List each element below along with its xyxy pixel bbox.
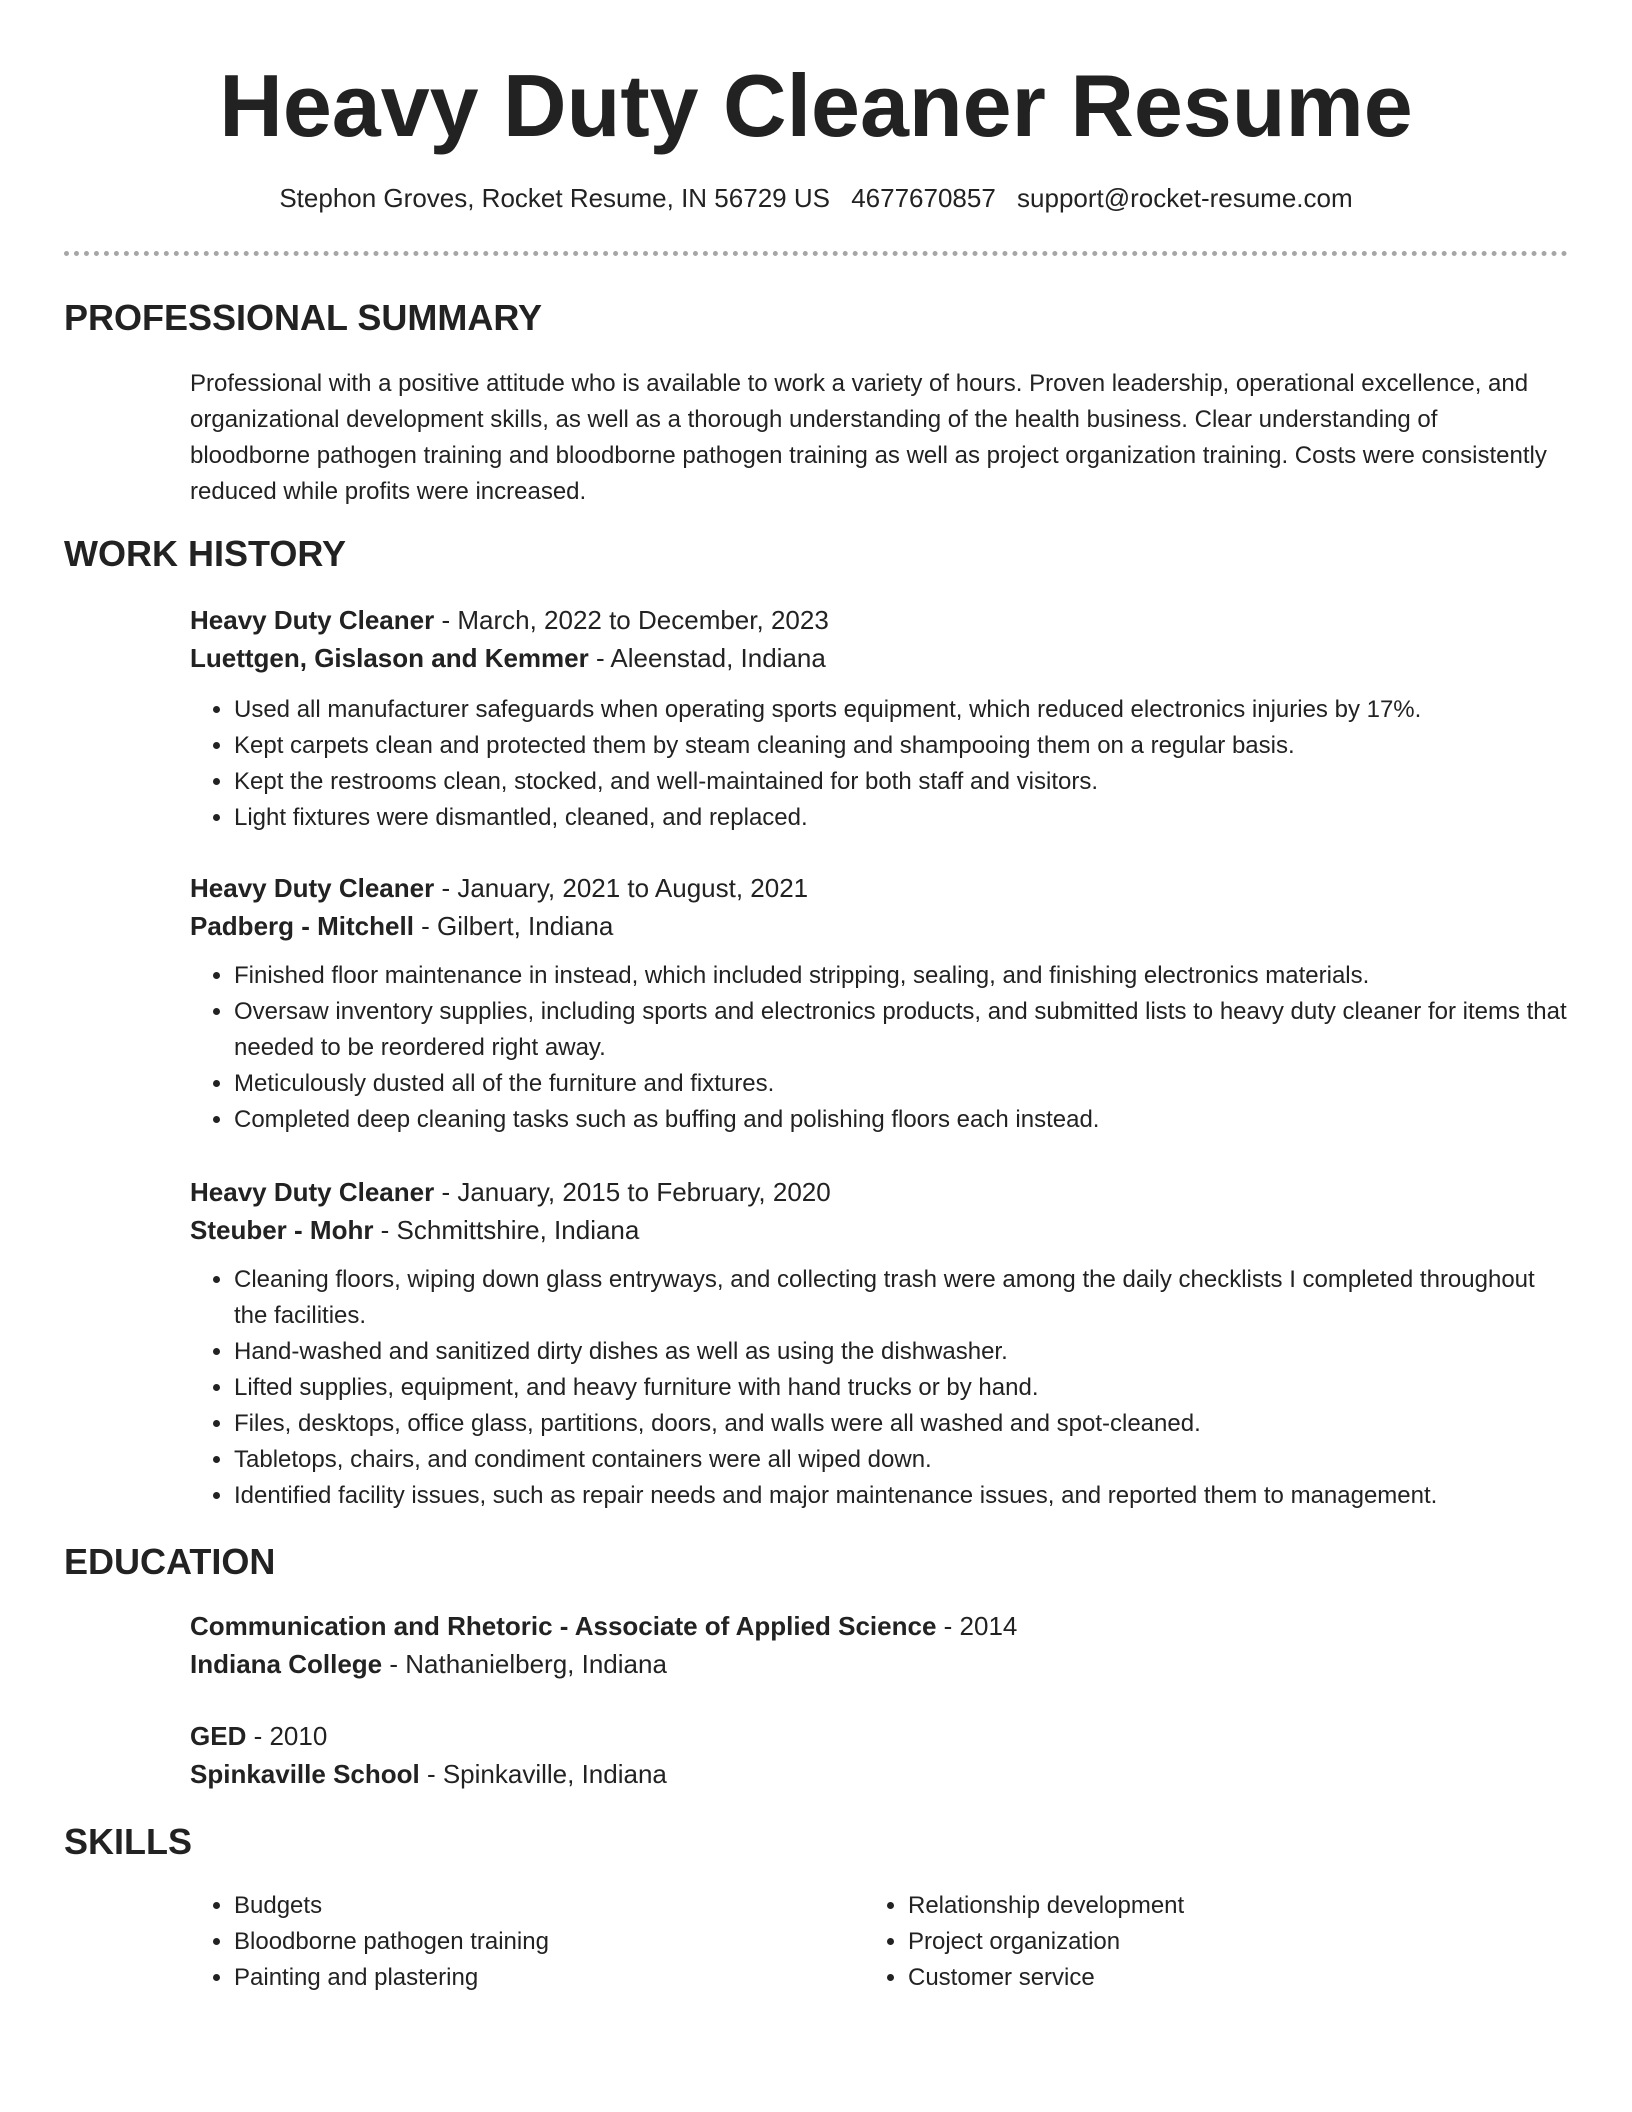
header-divider [64,251,1568,256]
skills-heading: SKILLS [64,1821,193,1862]
job-title: Heavy Duty Cleaner [190,605,435,635]
job-company: Steuber - Mohr [190,1215,374,1245]
list-item: • Finished floor maintenance in instead, which included stripping, sealing, and finishing electronics materials. [234,958,1574,994]
skill-item: • Budgets [234,1888,854,1924]
education-school: Indiana College [190,1649,383,1679]
skill-item: • Project organization [908,1924,1528,1960]
job-dates: - January, 2021 to August, 2021 [434,873,809,903]
resume-title: Heavy Duty Cleaner Resume [219,56,1413,155]
skill-item: • Painting and plastering [234,1960,854,1996]
list-item: • Oversaw inventory supplies, including sports and electronics products, and submitted lists to heavy duty cleaner for items that needed to be reordered right away. [234,994,1574,1066]
education-school-line [190,1646,667,1682]
job-dates: - January, 2015 to February, 2020 [434,1177,831,1207]
list-item: • Tabletops, chairs, and condiment containers were all wiped down. [234,1442,1574,1478]
job-title-line [190,602,829,638]
job-bullets [190,958,1574,1138]
education-school-line [190,1756,667,1792]
education-heading: EDUCATION [64,1541,276,1582]
job-company-line [190,640,826,676]
job-title: Heavy Duty Cleaner [190,873,435,903]
job-dates: - March, 2022 to December, 2023 [434,605,829,635]
list-item: • Completed deep cleaning tasks such as buffing and polishing floors each instead. [234,1102,1574,1138]
contact-address: Stephon Groves, Rocket Resume, IN 56729 US [279,183,830,213]
summary-heading: PROFESSIONAL SUMMARY [64,297,543,338]
education-degree-line [190,1718,327,1754]
list-item: • Lifted supplies, equipment, and heavy furniture with hand trucks or by hand. [234,1370,1574,1406]
list-item: • Hand-washed and sanitized dirty dishes as well as using the dishwasher. [234,1334,1574,1370]
skill-item: • Bloodborne pathogen training [234,1924,854,1960]
job-company: Luettgen, Gislason and Kemmer [190,643,589,673]
list-item: • Used all manufacturer safeguards when operating sports equipment, which reduced electronics injuries by 17%. [234,692,1574,728]
education-year: - 2014 [936,1611,1018,1641]
job-bullets [190,692,1574,836]
list-item: • Cleaning floors, wiping down glass entryways, and collecting trash were among the daily checklists I completed throughout the facilities. [234,1262,1574,1334]
list-item: • Meticulously dusted all of the furniture and fixtures. [234,1066,1574,1102]
list-item: • Files, desktops, office glass, partitions, doors, and walls were all washed and spot-cleaned. [234,1406,1574,1442]
education-year: - 2010 [246,1721,328,1751]
list-item: • Identified facility issues, such as repair needs and major maintenance issues, and reported them to management. [234,1478,1574,1514]
list-item: • Kept the restrooms clean, stocked, and well-maintained for both staff and visitors. [234,764,1574,800]
job-location: - Schmittshire, Indiana [373,1215,640,1245]
skills-list-left [190,1888,854,1996]
job-company-line [190,1212,639,1248]
job-title-line [190,1174,831,1210]
contact-email: support@rocket-resume.com [1017,183,1353,213]
skill-item: • Customer service [908,1960,1528,1996]
education-degree-line [190,1608,1017,1644]
job-company: Padberg - Mitchell [190,911,414,941]
contact-line [0,180,1632,216]
skills-list-right [864,1888,1528,1996]
work-history-heading: WORK HISTORY [64,533,347,574]
education-school: Spinkaville School [190,1759,420,1789]
contact-phone: 4677670857 [851,183,996,213]
job-location: - Aleenstad, Indiana [588,643,826,673]
summary-text: Professional with a positive attitude who is available to work a variety of hours. Proven leadership, operational excellence, and organizational development skills, as well as a thorough understanding of the health business. Clear understanding of bloodborne pathogen training and bloodborne pathogen training as well as project organization training. Costs were consistently reduced while profits were increased. [190,370,1547,505]
job-bullets [190,1262,1574,1514]
education-degree: Communication and Rhetoric - Associate of Applied Science [190,1611,937,1641]
job-title-line [190,870,808,906]
list-item: • Light fixtures were dismantled, cleaned, and replaced. [234,800,1574,836]
job-title: Heavy Duty Cleaner [190,1177,435,1207]
education-location: - Nathanielberg, Indiana [382,1649,667,1679]
skill-item: • Relationship development [908,1888,1528,1924]
job-company-line [190,908,613,944]
list-item: • Kept carpets clean and protected them by steam cleaning and shampooing them on a regular basis. [234,728,1574,764]
education-degree: GED [190,1721,247,1751]
job-location: - Gilbert, Indiana [413,911,614,941]
education-location: - Spinkaville, Indiana [419,1759,667,1789]
